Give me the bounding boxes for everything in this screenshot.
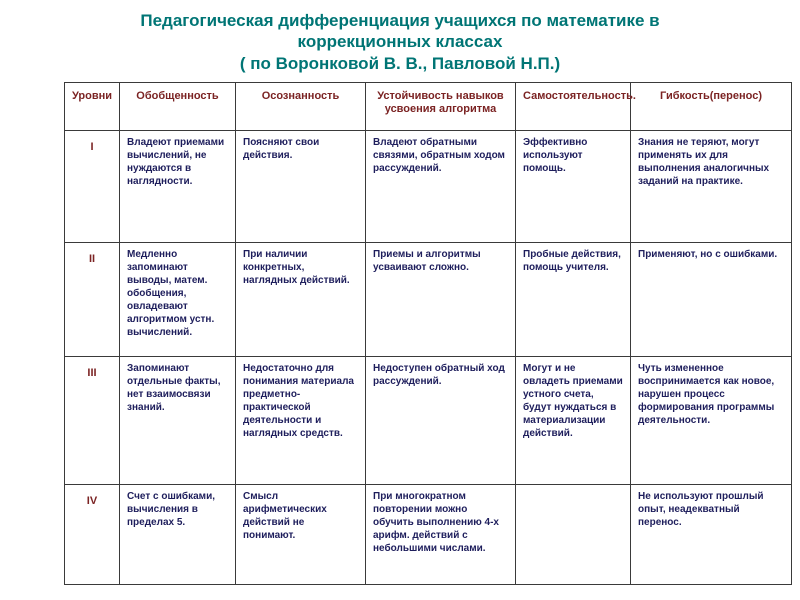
table-header-row [65,83,792,131]
level-cell: I [65,131,120,243]
header-cell-awareness: Осознанность [236,83,366,131]
header-cell-stability: Устойчивость навыков усвоения алгоритма [366,83,516,131]
body-cell [516,485,631,585]
slide-title-line-2: коррекционных классах [297,32,503,52]
table-row-level-2 [65,243,792,357]
slide-title-line-3: ( по Воронковой В. В., Павловой Н.П.) [239,53,561,73]
table-row-level-4 [65,485,792,585]
table-row-level-1 [65,131,792,243]
header-cell-independence: Самостоятельность. [516,83,631,131]
table-row-level-3 [65,357,792,485]
header-cell-generalization: Обобщенность [120,83,236,131]
body-cell: Эффективно используют помощь. [516,131,631,243]
body-cell: Знания не теряют, могут применять их для выполнения аналогичных заданий на практике. [631,131,792,243]
body-cell: Чуть измененное воспринимается как новое, нарушен процесс формирования программы деятельности. [631,357,792,485]
slide-title [0,0,800,74]
header-cell-levels: Уровни [65,83,120,131]
level-cell: IV [65,485,120,585]
body-cell: Медленно запоминают выводы, матем. обобщения, овладевают алгоритмом устн. вычислений. [120,243,236,357]
body-cell: Не используют прошлый опыт, неадекватный перенос. [631,485,792,585]
level-cell: II [65,243,120,357]
body-cell: Поясняют свои действия. [236,131,366,243]
body-cell: Могут и не овладеть приемами устного счета, будут нуждаться в материализации действий. [516,357,631,485]
level-cell: III [65,357,120,485]
body-cell: Недоступен обратный ход рассуждений. [366,357,516,485]
body-cell: При многократном повторении можно обучить выполнению 4-х арифм. действий с небольшими числами. [366,485,516,585]
body-cell: Приемы и алгоритмы усваивают сложно. [366,243,516,357]
body-cell: Счет с ошибками, вычисления в пределах 5. [120,485,236,585]
differentiation-table [64,82,792,585]
body-cell: Недостаточно для понимания материала предметно-практической деятельности и наглядных средств. [236,357,366,485]
body-cell: Запоминают отдельные факты, нет взаимосвязи знаний. [120,357,236,485]
body-cell: Применяют, но с ошибками. [631,243,792,357]
slide-title-line-1: Педагогическая дифференциация учащихся по математике в [140,11,660,30]
header-cell-flexibility: Гибкость(перенос) [631,83,792,131]
body-cell: При наличии конкретных, наглядных действий. [236,243,366,357]
body-cell: Владеют приемами вычислений, не нуждаются в наглядности. [120,131,236,243]
body-cell: Владеют обратными связями, обратным ходом рассуждений. [366,131,516,243]
body-cell: Пробные действия, помощь учителя. [516,243,631,357]
body-cell: Смысл арифметических действий не понимают. [236,485,366,585]
